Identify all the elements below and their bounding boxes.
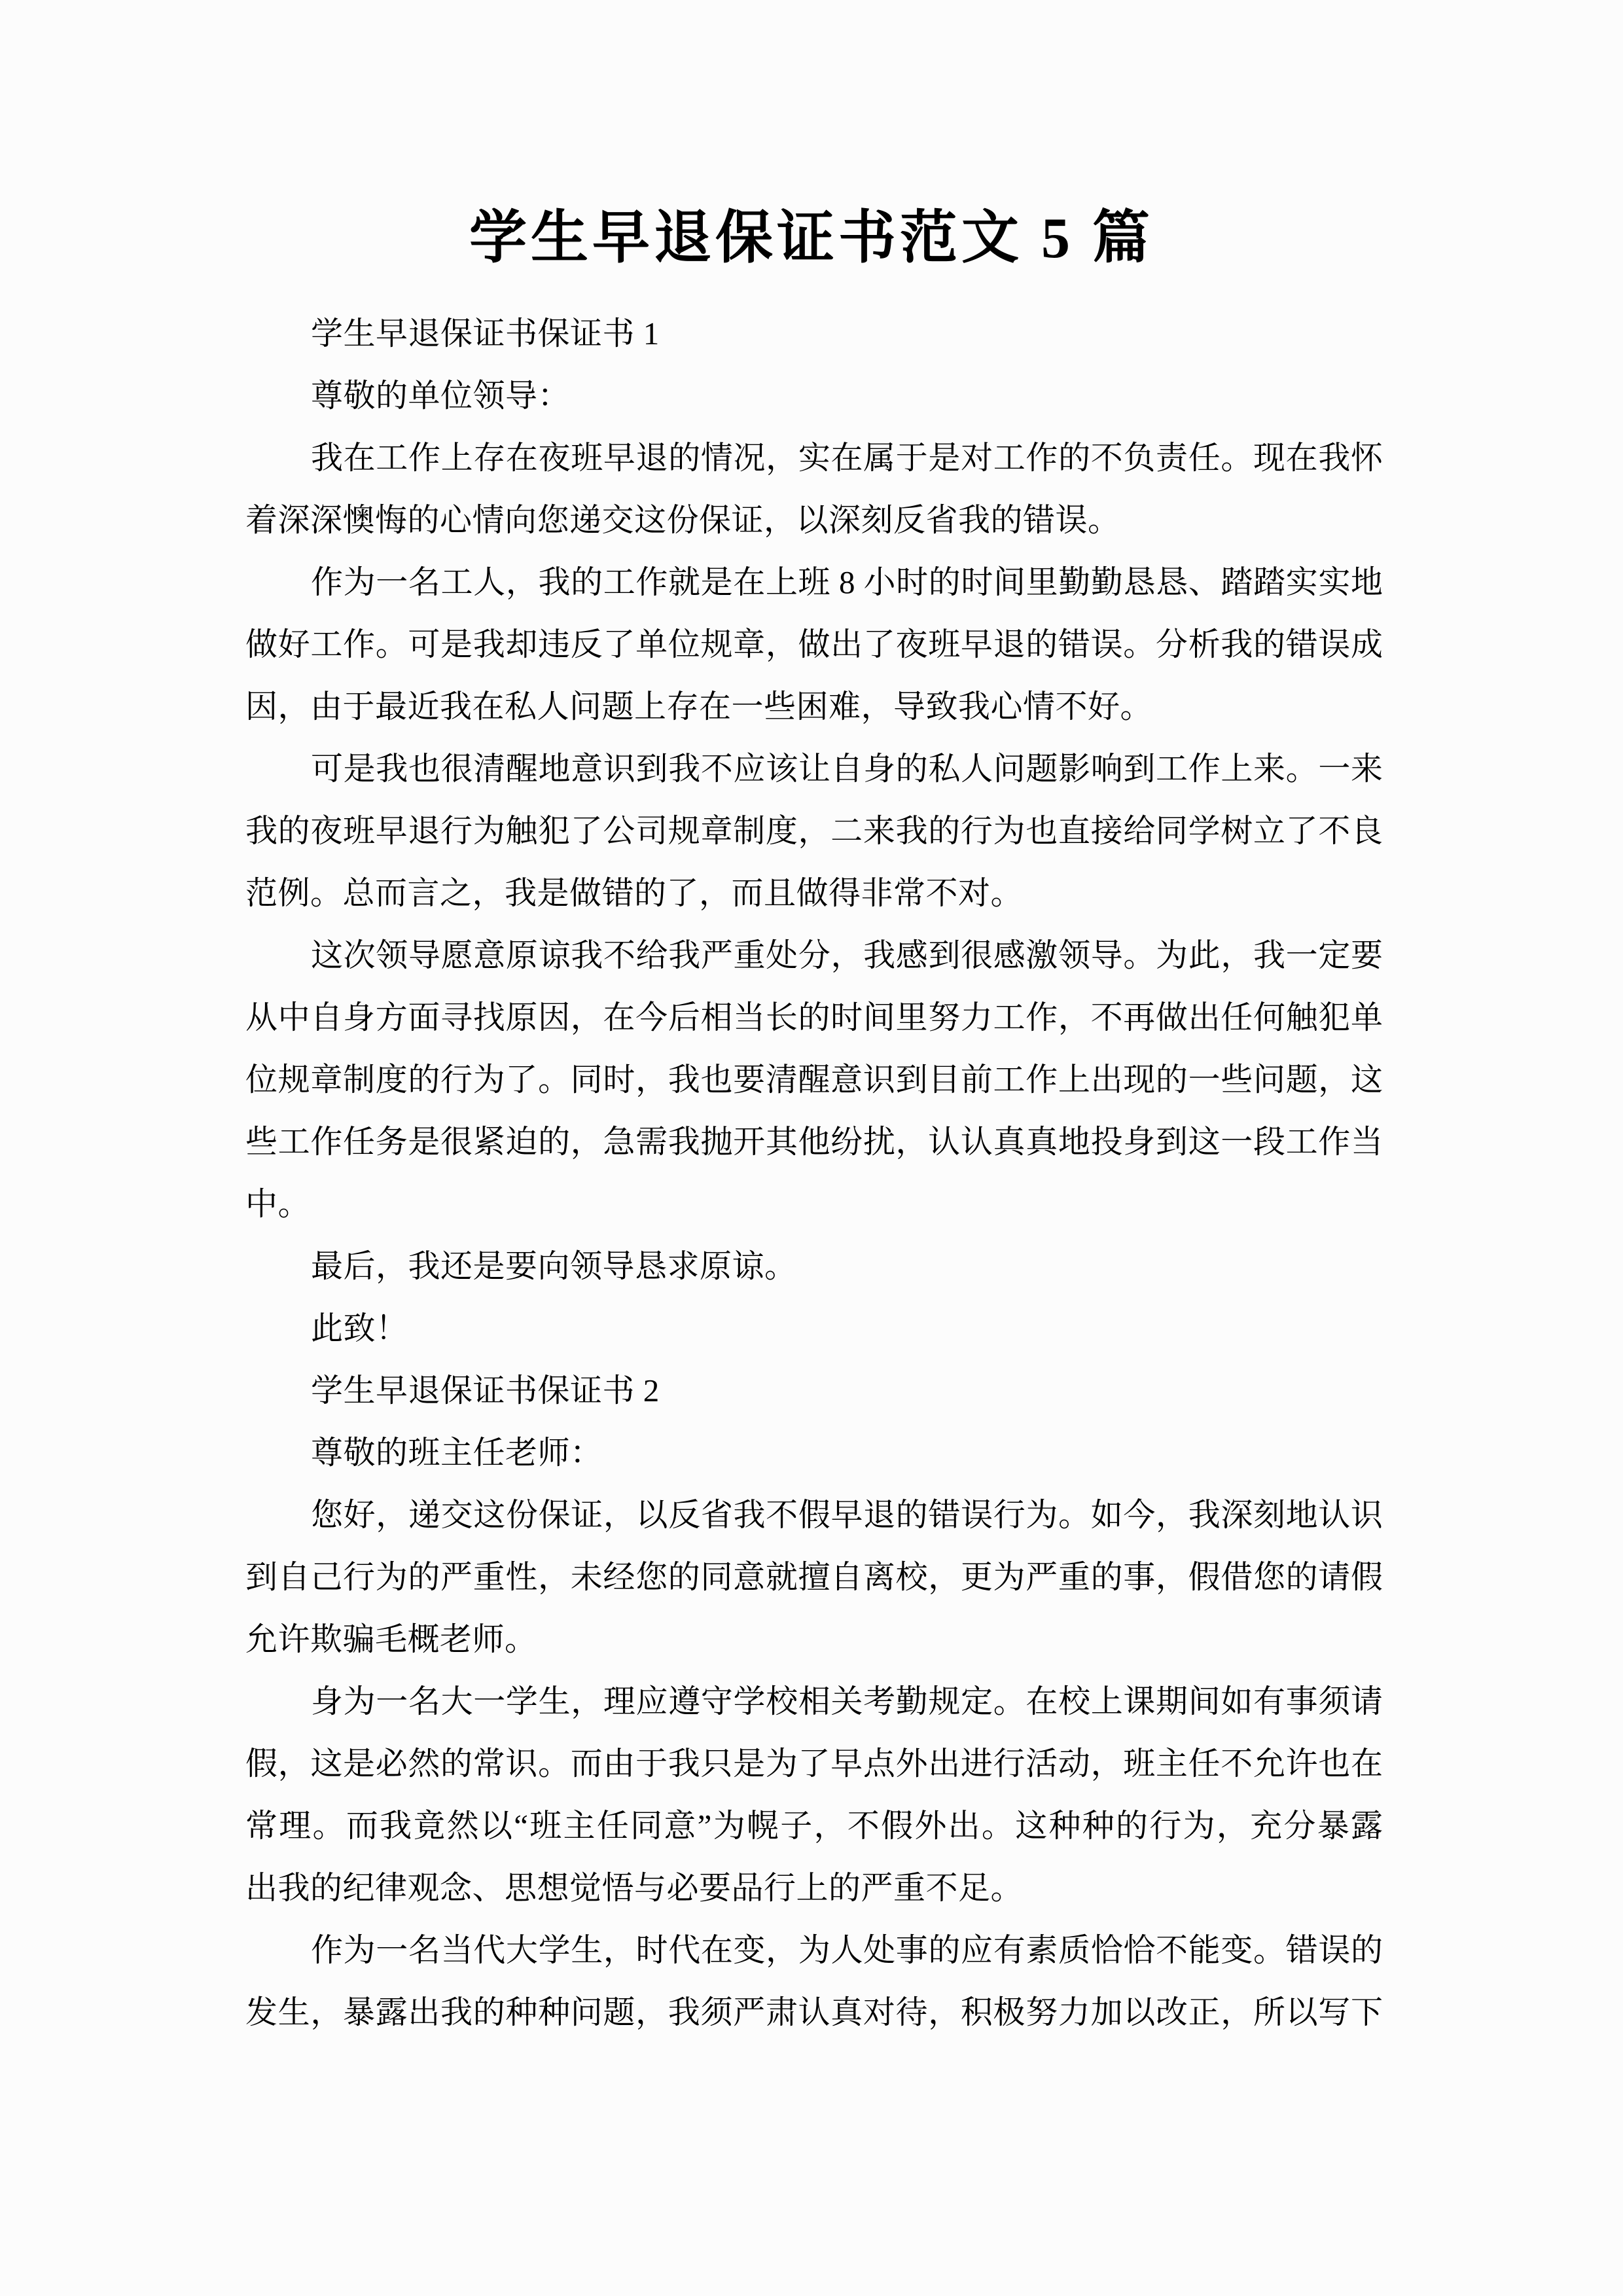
document-body <box>245 302 1383 2043</box>
text-line: 此致！ <box>311 1310 408 1346</box>
text-line: 范例。总而言之，我是做错的了，而且做得非常不对。 <box>245 875 1024 911</box>
text-line: 这次领导愿意原谅我不给我严重处分，我感到很感激领导。为此，我一定要 <box>311 937 1383 973</box>
text-line: 到自己行为的严重性，未经您的同意就擅自离校，更为严重的事，假借您的请假 <box>245 1559 1383 1595</box>
text-line: 作为一名当代大学生，时代在变，为人处事的应有素质恰恰不能变。错误的 <box>311 1932 1383 1968</box>
text-line: 假，这是必然的常识。而由于我只是为了早点外出进行活动，班主任不允许也在 <box>245 1746 1383 1782</box>
text-line: 我在工作上存在夜班早退的情况，实在属于是对工作的不负责任。现在我怀 <box>311 440 1383 476</box>
text-line: 学生早退保证书保证书 2 <box>311 1372 660 1408</box>
text-line: 做好工作。可是我却违反了单位规章，做出了夜班早退的错误。分析我的错误成 <box>245 626 1383 662</box>
text-line: 尊敬的单位领导： <box>311 378 571 414</box>
text-line: 出我的纪律观念、思想觉悟与必要品行上的严重不足。 <box>245 1870 1024 1906</box>
text-line: 从中自身方面寻找原因，在今后相当长的时间里努力工作，不再做出任何触犯单 <box>245 999 1383 1035</box>
text-line: 可是我也很清醒地意识到我不应该让自身的私人问题影响到工作上来。一来 <box>311 751 1383 787</box>
text-line: 着深深懊悔的心情向您递交这份保证，以深刻反省我的错误。 <box>245 502 1120 538</box>
text-line: 常理。而我竟然以“班主任同意”为幌子，不假外出。这种种的行为，充分暴露 <box>245 1808 1383 1844</box>
text-line: 身为一名大一学生，理应遵守学校相关考勤规定。在校上课期间如有事须请 <box>311 1683 1383 1719</box>
text-line: 位规章制度的行为了。同时，我也要清醒意识到目前工作上出现的一些问题，这 <box>245 1062 1383 1098</box>
text-line: 因，由于最近我在私人问题上存在一些困难，导致我心情不好。 <box>245 689 1153 725</box>
text-line: 中。 <box>245 1186 311 1222</box>
text-line: 我的夜班早退行为触犯了公司规章制度，二来我的行为也直接给同学树立了不良 <box>245 813 1383 849</box>
text-line: 尊敬的班主任老师： <box>311 1435 603 1471</box>
text-line: 允许欺骗毛概老师。 <box>245 1621 537 1657</box>
text-line: 学生早退保证书保证书 1 <box>311 315 660 351</box>
text-line: 您好，递交这份保证，以反省我不假早退的错误行为。如今，我深刻地认识 <box>311 1497 1383 1533</box>
text-line: 作为一名工人，我的工作就是在上班 8 小时的时间里勤勤恳恳、踏踏实实地 <box>311 564 1383 600</box>
text-line: 些工作任务是很紧迫的，急需我抛开其他纷扰，认认真真地投身到这一段工作当 <box>245 1124 1383 1160</box>
text-line: 发生，暴露出我的种种问题，我须严肃认真对待，积极努力加以改正，所以写下 <box>245 1994 1383 2030</box>
text-line: 最后，我还是要向领导恳求原谅。 <box>311 1248 797 1284</box>
page-title: 学生早退保证书范文 5 篇 <box>469 207 1154 270</box>
